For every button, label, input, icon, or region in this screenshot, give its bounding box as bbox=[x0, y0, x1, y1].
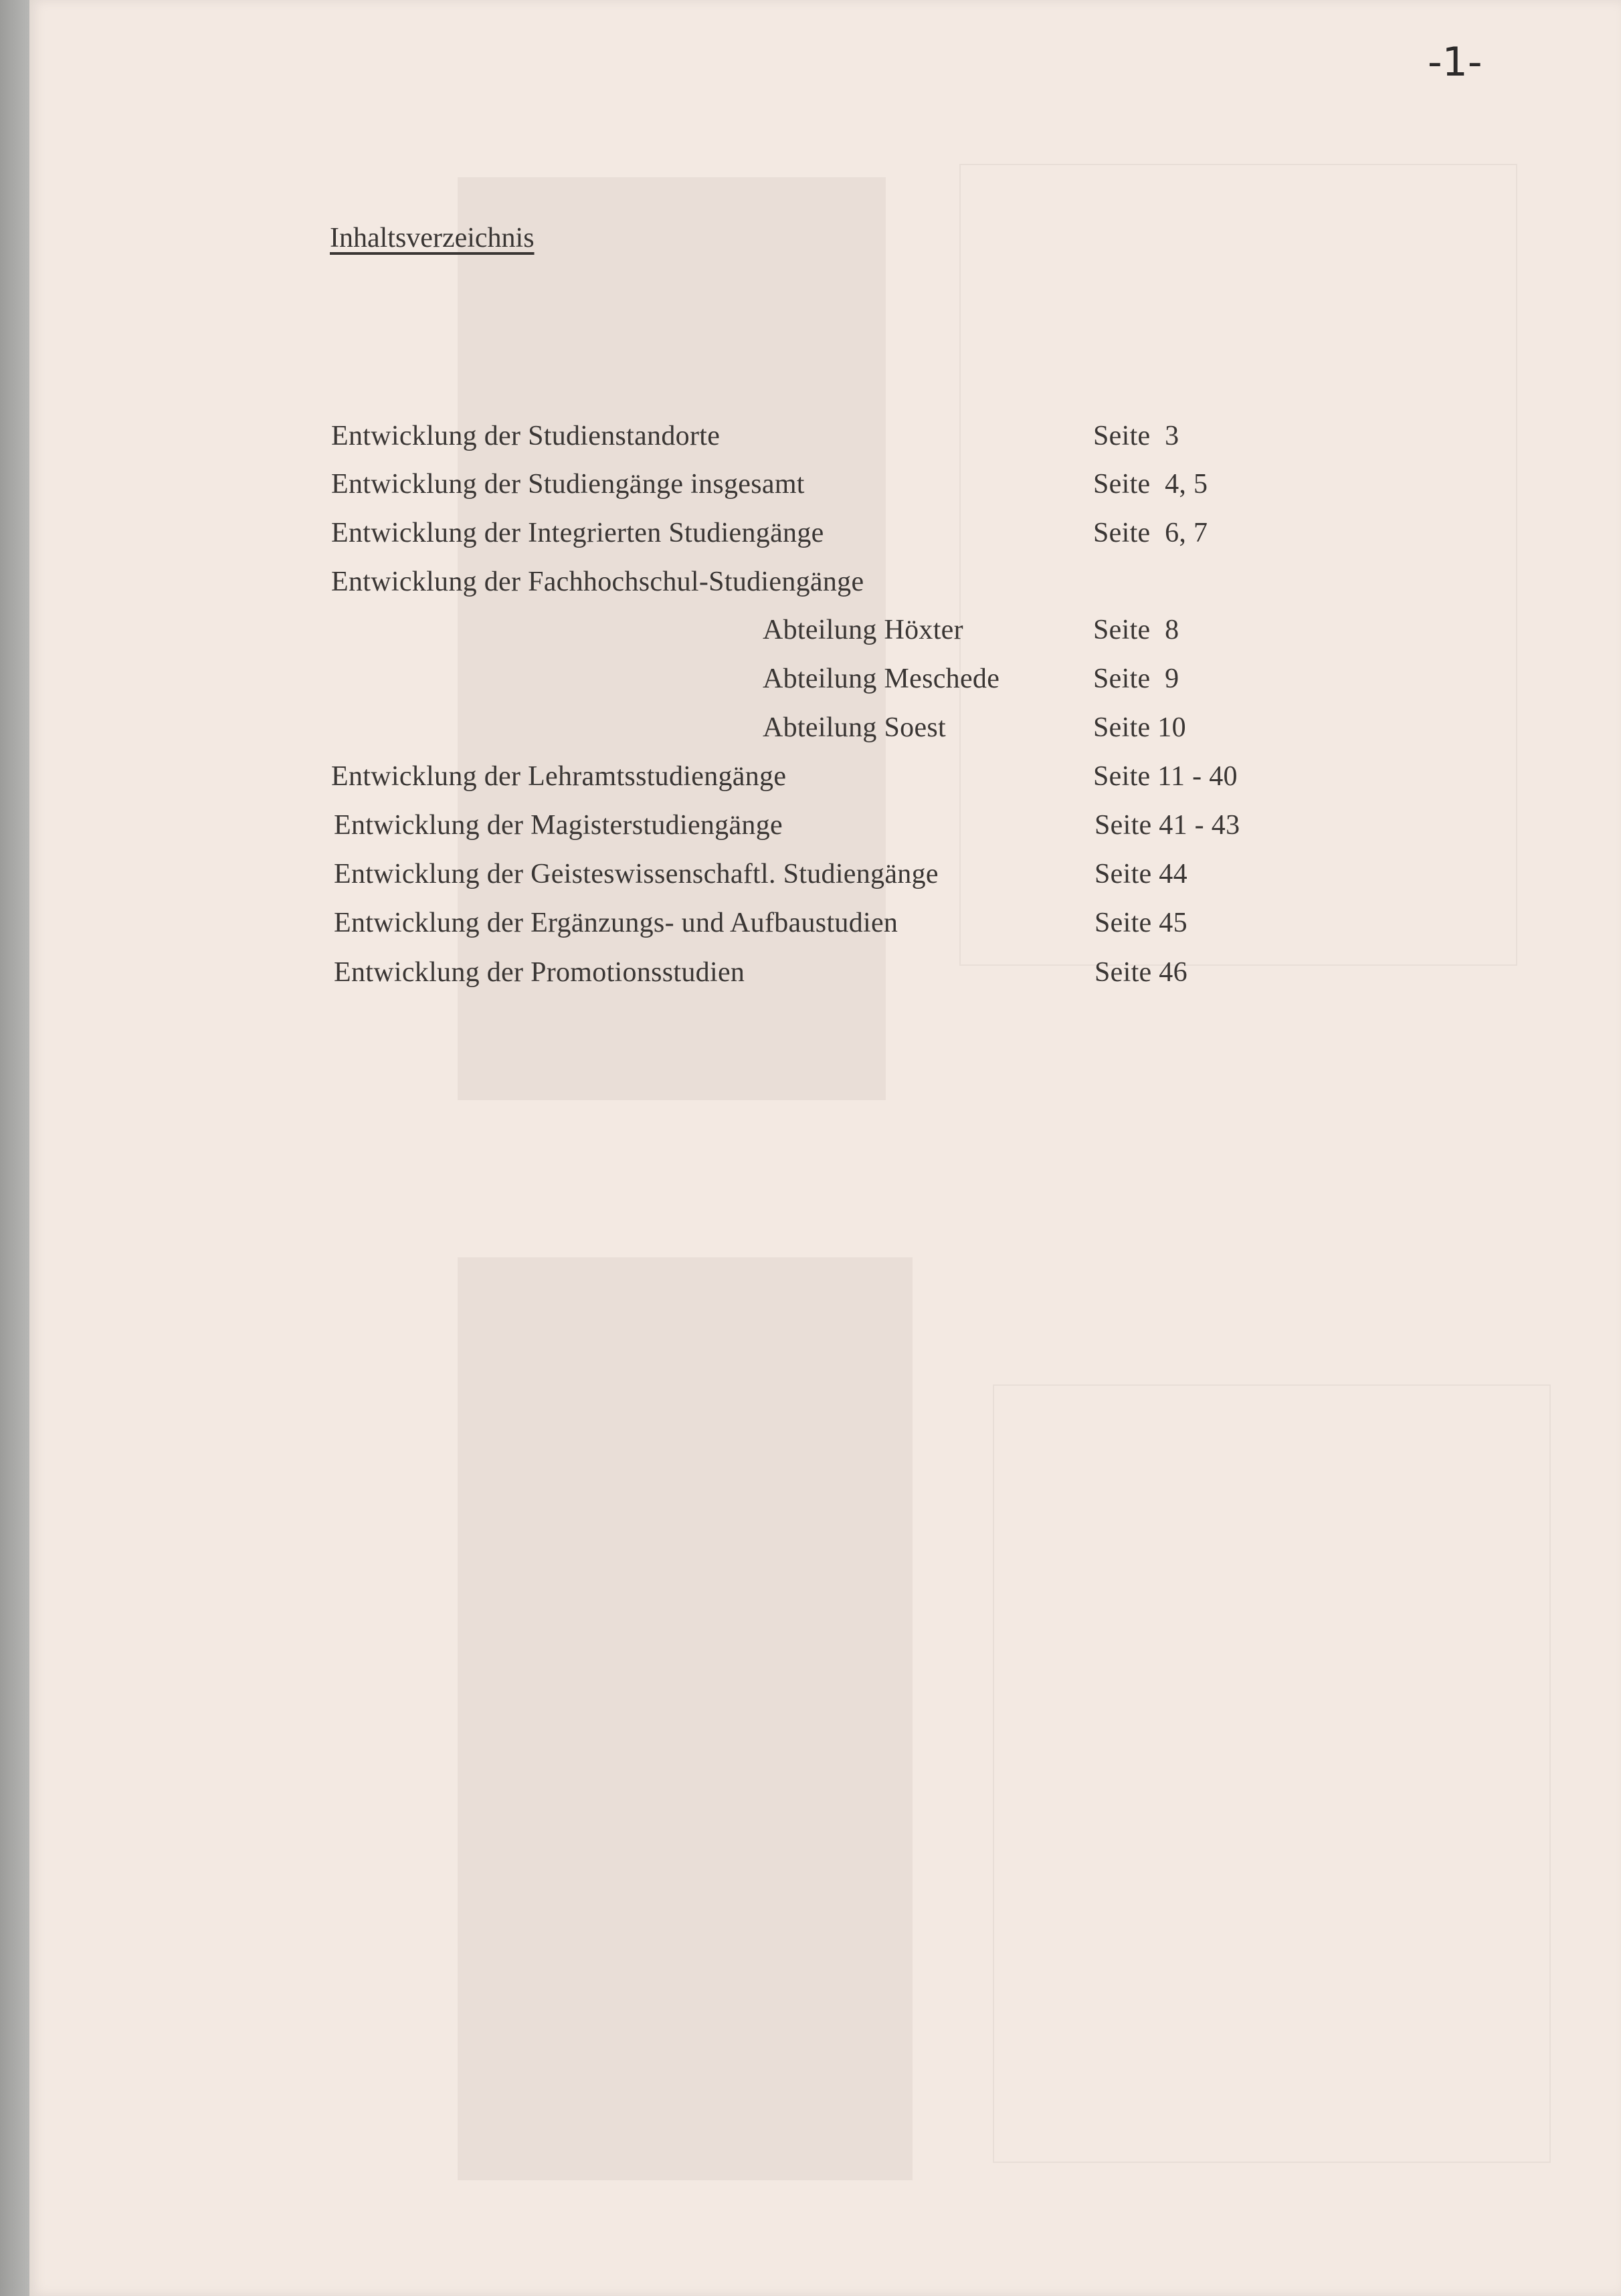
toc-entry-page: Seite 4, 5 bbox=[1093, 469, 1208, 500]
toc-entry-page: Seite 9 bbox=[1093, 663, 1179, 694]
toc-entry-page: Seite 6, 7 bbox=[1093, 518, 1208, 548]
toc-entry-label: Abteilung Meschede bbox=[763, 663, 1000, 694]
page-number: -1- bbox=[1428, 39, 1483, 86]
show-through-table-top bbox=[959, 164, 1517, 966]
show-through-table-bottom bbox=[993, 1384, 1551, 2163]
toc-entry-page: Seite 11 - 40 bbox=[1093, 761, 1238, 792]
show-through-chart-bottom bbox=[458, 1257, 913, 2180]
toc-entry-page: Seite 3 bbox=[1093, 421, 1179, 451]
toc-entry-label: Abteilung Soest bbox=[763, 712, 946, 743]
toc-entry-label: Entwicklung der Studienstandorte bbox=[331, 421, 721, 451]
toc-entry-page: Seite 46 bbox=[1094, 957, 1187, 988]
toc-entry-label: Entwicklung der Fachhochschul-Studiengänge bbox=[331, 566, 864, 597]
page-edge bbox=[0, 0, 29, 2296]
toc-entry-page: Seite 45 bbox=[1094, 908, 1187, 938]
toc-entry-label: Entwicklung der Magisterstudiengänge bbox=[334, 810, 783, 841]
toc-entry-label: Entwicklung der Studiengänge insgesamt bbox=[331, 469, 805, 500]
toc-entry-label: Entwicklung der Integrierten Studiengänge bbox=[331, 518, 824, 548]
toc-entry-label: Entwicklung der Promotionsstudien bbox=[334, 957, 745, 988]
document-page bbox=[29, 0, 1621, 2296]
toc-entry-label: Entwicklung der Geisteswissenschaftl. Studiengänge bbox=[334, 859, 939, 890]
toc-entry-label: Entwicklung der Ergänzungs- und Aufbaustudien bbox=[334, 908, 898, 938]
toc-entry-page: Seite 41 - 43 bbox=[1094, 810, 1240, 841]
toc-entry-label: Abteilung Höxter bbox=[763, 615, 963, 645]
toc-entry-page: Seite 10 bbox=[1093, 712, 1186, 743]
page-title: Inhaltsverzeichnis bbox=[330, 223, 535, 253]
toc-entry-page: Seite 44 bbox=[1094, 859, 1187, 890]
toc-entry-label: Entwicklung der Lehramtsstudiengänge bbox=[331, 761, 787, 792]
toc-entry-page: Seite 8 bbox=[1093, 615, 1179, 645]
